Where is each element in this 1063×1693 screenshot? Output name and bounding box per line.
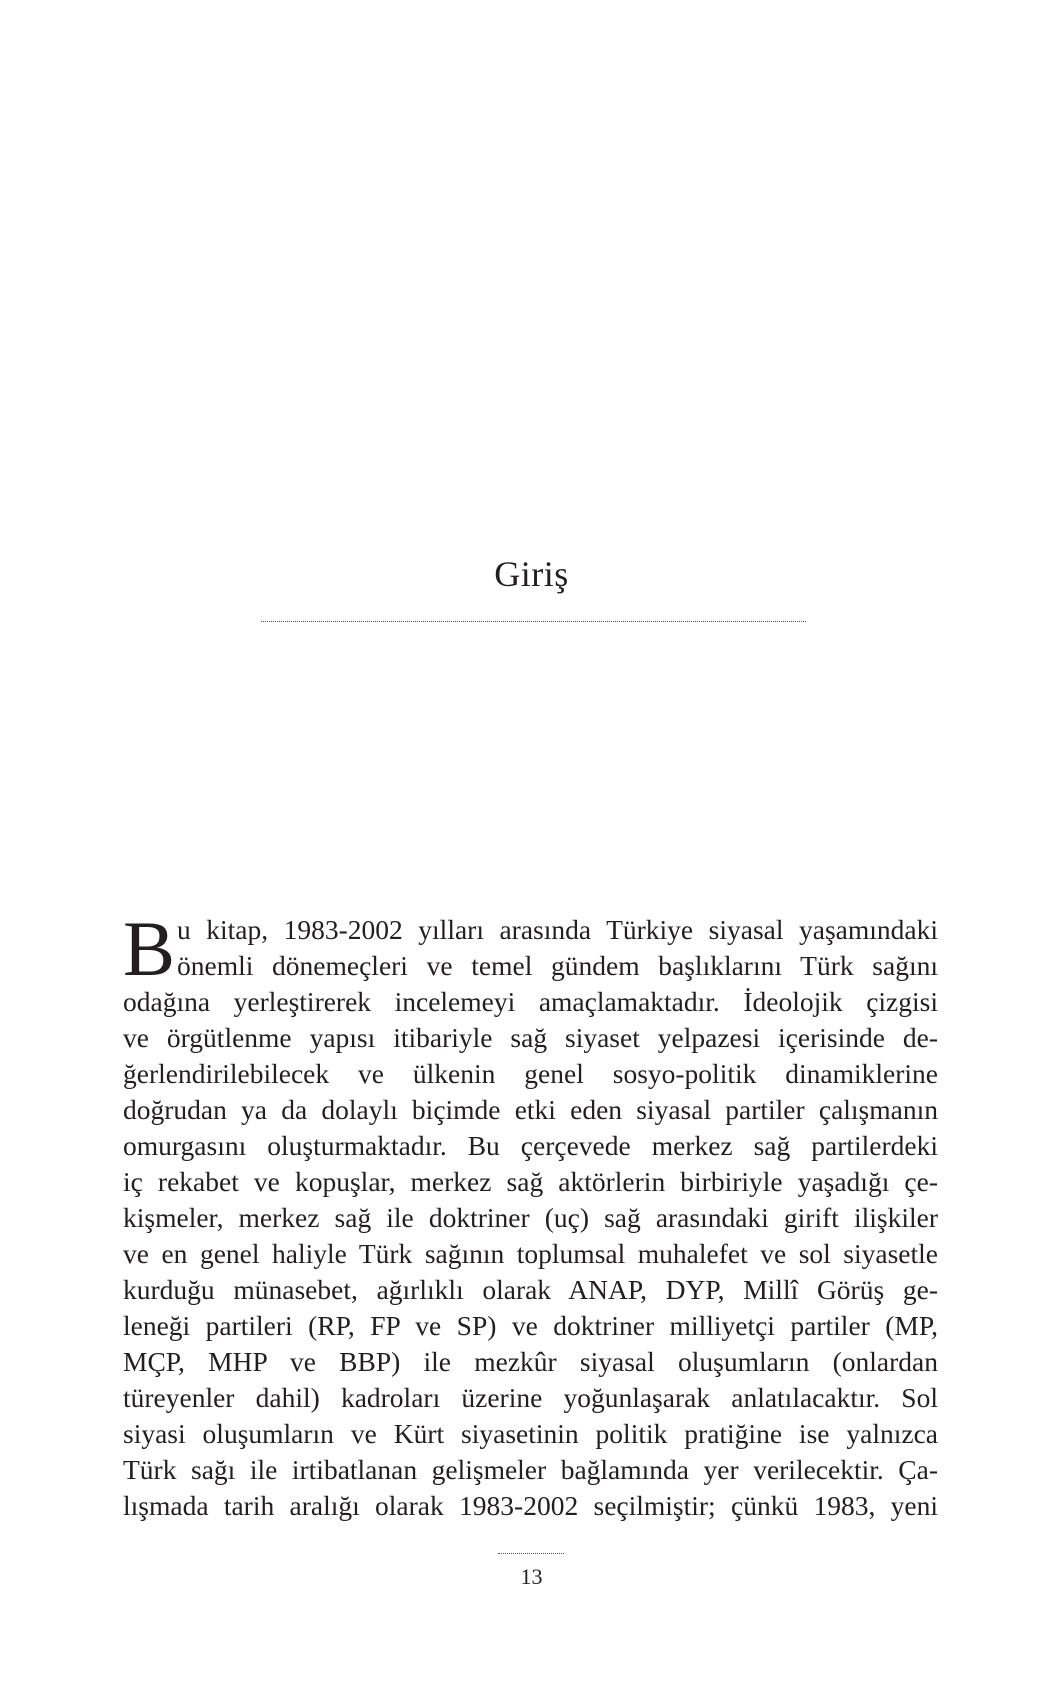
text-line: omurgasını oluşturmaktadır. Bu çerçevede merkez sağ partilerdeki bbox=[123, 1130, 938, 1161]
text-line: kişmeler, merkez sağ ile doktriner (uç) sağ arasındaki girift ilişkiler bbox=[123, 1202, 938, 1233]
text-line: ve en genel haliyle Türk sağının toplumsal muhalefet ve sol siyasetle bbox=[123, 1238, 938, 1269]
page-number: 13 bbox=[520, 1564, 543, 1589]
text-line: kurduğu münasebet, ağırlıklı olarak ANAP, DYP, Millî Görüş ge- bbox=[123, 1274, 938, 1305]
title-divider bbox=[261, 621, 806, 622]
text-line: ğerlendirilebilecek ve ülkenin genel sosyo-politik dinamiklerine bbox=[123, 1058, 938, 1089]
text-line: siyasi oluşumların ve Kürt siyasetinin politik pratiğine ise yalnızca bbox=[123, 1418, 938, 1449]
chapter-title: Giriş bbox=[494, 554, 569, 594]
text-line: u kitap, 1983-2002 yılları arasında Türkiye siyasal yaşamındaki bbox=[177, 914, 938, 945]
text-line: ve örgütlenme yapısı itibariyle sağ siyaset yelpazesi içerisinde de- bbox=[123, 1022, 938, 1053]
text-line: leneği partileri (RP, FP ve SP) ve doktriner milliyetçi partiler (MP, bbox=[123, 1310, 938, 1341]
text-line: türeyenler dahil) kadroları üzerine yoğunlaşarak anlatılacaktır. Sol bbox=[123, 1382, 938, 1413]
drop-cap: B bbox=[123, 905, 176, 992]
text-line: doğrudan ya da dolaylı biçimde etki eden siyasal partiler çalışmanın bbox=[123, 1094, 938, 1125]
text-line: Türk sağı ile irtibatlanan gelişmeler bağlamında yer verilecektir. Ça- bbox=[123, 1454, 938, 1485]
text-line: odağına yerleştirerek incelemeyi amaçlamaktadır. İdeolojik çizgisi bbox=[123, 986, 938, 1017]
text-line: iç rekabet ve kopuşlar, merkez sağ aktörlerin birbiriyle yaşadığı çe- bbox=[123, 1166, 938, 1197]
body-text bbox=[123, 905, 938, 1524]
footer-divider bbox=[498, 1553, 564, 1554]
text-line: lışmada tarih aralığı olarak 1983-2002 seçilmiştir; çünkü 1983, yeni bbox=[123, 1490, 938, 1521]
text-line: önemli dönemeçleri ve temel gündem başlıklarını Türk sağını bbox=[177, 950, 938, 981]
text-line: MÇP, MHP ve BBP) ile mezkûr siyasal oluşumların (onlardan bbox=[123, 1346, 938, 1377]
